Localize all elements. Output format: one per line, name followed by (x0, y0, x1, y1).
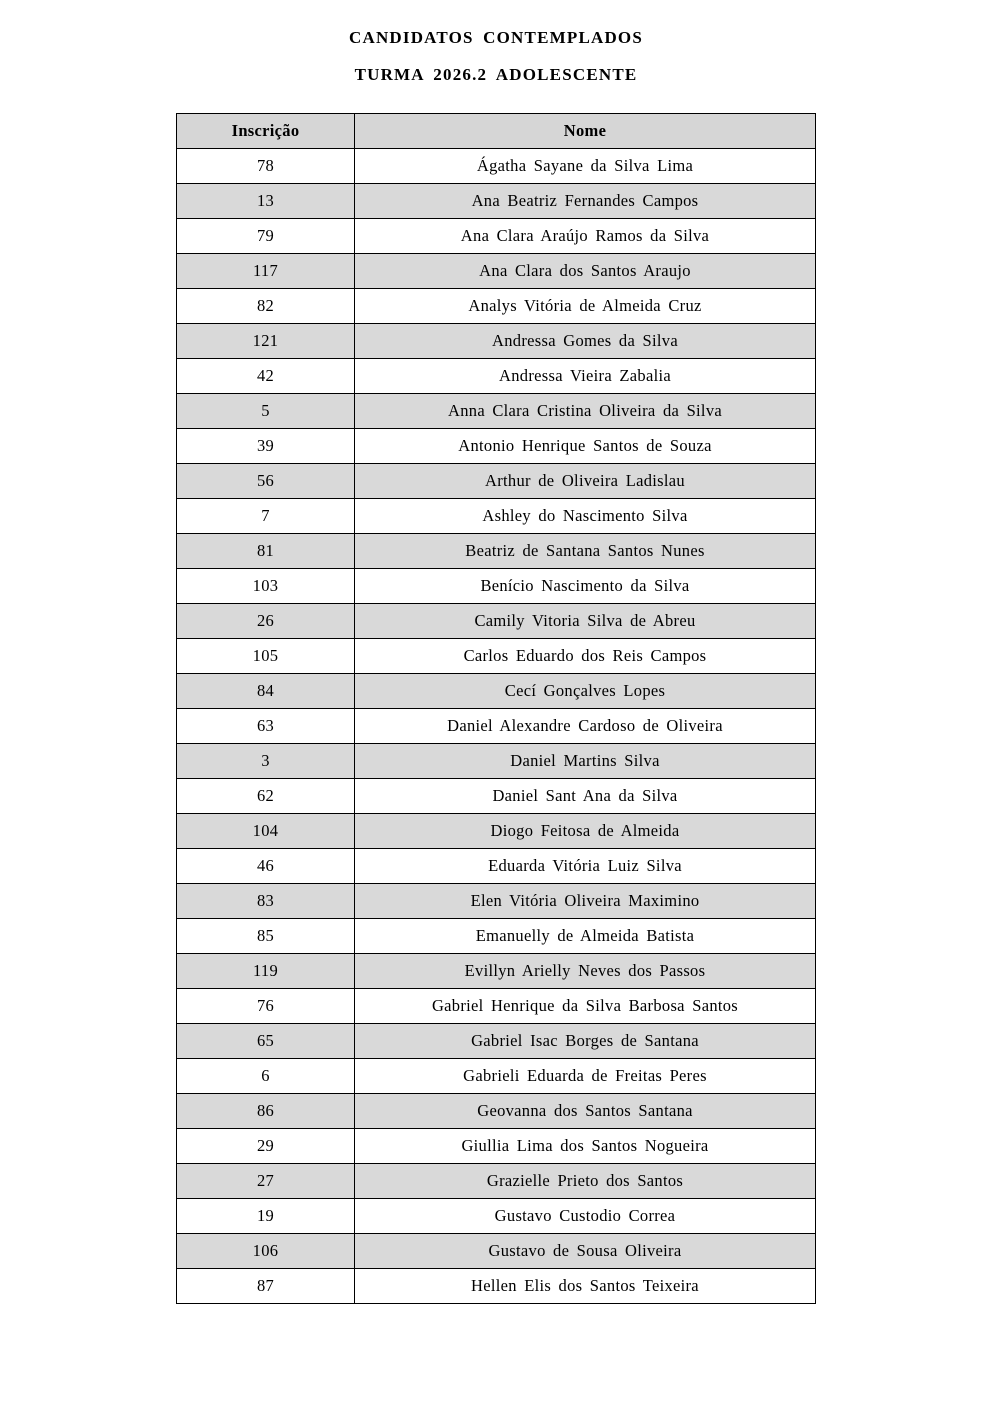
table-body (177, 149, 816, 1304)
table-row (177, 184, 816, 219)
table-row (177, 1234, 816, 1269)
cell-inscricao: 78 (177, 149, 355, 184)
cell-inscricao: 82 (177, 289, 355, 324)
cell-nome: Beatriz de Santana Santos Nunes (355, 534, 816, 569)
table-row (177, 744, 816, 779)
table-row (177, 954, 816, 989)
cell-nome: Gabriel Henrique da Silva Barbosa Santos (355, 989, 816, 1024)
table-row (177, 639, 816, 674)
table-header-row (177, 114, 816, 149)
cell-inscricao: 87 (177, 1269, 355, 1304)
cell-nome: Hellen Elis dos Santos Teixeira (355, 1269, 816, 1304)
cell-inscricao: 85 (177, 919, 355, 954)
cell-inscricao: 13 (177, 184, 355, 219)
cell-inscricao: 46 (177, 849, 355, 884)
cell-inscricao: 104 (177, 814, 355, 849)
cell-inscricao: 84 (177, 674, 355, 709)
cell-inscricao: 3 (177, 744, 355, 779)
candidates-table (176, 113, 816, 1304)
column-header-nome: Nome (355, 114, 816, 149)
cell-inscricao: 103 (177, 569, 355, 604)
cell-nome: Gabrieli Eduarda de Freitas Peres (355, 1059, 816, 1094)
table-row (177, 569, 816, 604)
table-row (177, 779, 816, 814)
cell-inscricao: 19 (177, 1199, 355, 1234)
cell-inscricao: 86 (177, 1094, 355, 1129)
table-row (177, 464, 816, 499)
table-row (177, 534, 816, 569)
table-row (177, 289, 816, 324)
cell-nome: Eduarda Vitória Luiz Silva (355, 849, 816, 884)
cell-nome: Ashley do Nascimento Silva (355, 499, 816, 534)
cell-nome: Anna Clara Cristina Oliveira da Silva (355, 394, 816, 429)
cell-inscricao: 105 (177, 639, 355, 674)
cell-inscricao: 29 (177, 1129, 355, 1164)
table-row (177, 849, 816, 884)
cell-inscricao: 62 (177, 779, 355, 814)
cell-nome: Ana Clara Araújo Ramos da Silva (355, 219, 816, 254)
cell-nome: Andressa Gomes da Silva (355, 324, 816, 359)
cell-inscricao: 117 (177, 254, 355, 289)
cell-inscricao: 119 (177, 954, 355, 989)
cell-inscricao: 106 (177, 1234, 355, 1269)
table-row (177, 1164, 816, 1199)
cell-nome: Geovanna dos Santos Santana (355, 1094, 816, 1129)
table-row (177, 709, 816, 744)
table-row (177, 499, 816, 534)
cell-inscricao: 56 (177, 464, 355, 499)
cell-inscricao: 121 (177, 324, 355, 359)
page-subtitle: TURMA 2026.2 ADOLESCENTE (354, 65, 638, 84)
cell-inscricao: 5 (177, 394, 355, 429)
table-row (177, 254, 816, 289)
cell-inscricao: 7 (177, 499, 355, 534)
cell-nome: Ana Beatriz Fernandes Campos (355, 184, 816, 219)
cell-inscricao: 42 (177, 359, 355, 394)
cell-inscricao: 26 (177, 604, 355, 639)
table-row (177, 1129, 816, 1164)
cell-nome: Emanuelly de Almeida Batista (355, 919, 816, 954)
cell-nome: Carlos Eduardo dos Reis Campos (355, 639, 816, 674)
table-row (177, 219, 816, 254)
table-row (177, 1094, 816, 1129)
table-row (177, 814, 816, 849)
cell-nome: Benício Nascimento da Silva (355, 569, 816, 604)
table-row (177, 149, 816, 184)
cell-nome: Andressa Vieira Zabalia (355, 359, 816, 394)
cell-inscricao: 27 (177, 1164, 355, 1199)
cell-nome: Daniel Alexandre Cardoso de Oliveira (355, 709, 816, 744)
table-row (177, 1059, 816, 1094)
cell-nome: Daniel Sant Ana da Silva (355, 779, 816, 814)
cell-nome: Diogo Feitosa de Almeida (355, 814, 816, 849)
table-row (177, 394, 816, 429)
cell-inscricao: 79 (177, 219, 355, 254)
cell-nome: Daniel Martins Silva (355, 744, 816, 779)
table-row (177, 604, 816, 639)
column-header-inscricao: Inscrição (177, 114, 355, 149)
table-row (177, 989, 816, 1024)
cell-nome: Ágatha Sayane da Silva Lima (355, 149, 816, 184)
table-row (177, 429, 816, 464)
table-row (177, 1269, 816, 1304)
table-row (177, 884, 816, 919)
cell-nome: Camily Vitoria Silva de Abreu (355, 604, 816, 639)
page-title: CANDIDATOS CONTEMPLADOS (348, 28, 644, 47)
cell-nome: Giullia Lima dos Santos Nogueira (355, 1129, 816, 1164)
table-header (177, 114, 816, 149)
cell-nome: Gustavo de Sousa Oliveira (355, 1234, 816, 1269)
cell-nome: Cecí Gonçalves Lopes (355, 674, 816, 709)
table-row (177, 324, 816, 359)
cell-nome: Ana Clara dos Santos Araujo (355, 254, 816, 289)
cell-inscricao: 76 (177, 989, 355, 1024)
cell-inscricao: 63 (177, 709, 355, 744)
cell-nome: Evillyn Arielly Neves dos Passos (355, 954, 816, 989)
table-row (177, 1199, 816, 1234)
cell-nome: Antonio Henrique Santos de Souza (355, 429, 816, 464)
cell-nome: Arthur de Oliveira Ladislau (355, 464, 816, 499)
table-row (177, 919, 816, 954)
cell-inscricao: 83 (177, 884, 355, 919)
cell-inscricao: 6 (177, 1059, 355, 1094)
cell-inscricao: 39 (177, 429, 355, 464)
cell-inscricao: 81 (177, 534, 355, 569)
cell-nome: Elen Vitória Oliveira Maximino (355, 884, 816, 919)
cell-nome: Grazielle Prieto dos Santos (355, 1164, 816, 1199)
cell-nome: Analys Vitória de Almeida Cruz (355, 289, 816, 324)
table-row (177, 359, 816, 394)
table-row (177, 1024, 816, 1059)
cell-inscricao: 65 (177, 1024, 355, 1059)
cell-nome: Gabriel Isac Borges de Santana (355, 1024, 816, 1059)
cell-nome: Gustavo Custodio Correa (355, 1199, 816, 1234)
table-row (177, 674, 816, 709)
